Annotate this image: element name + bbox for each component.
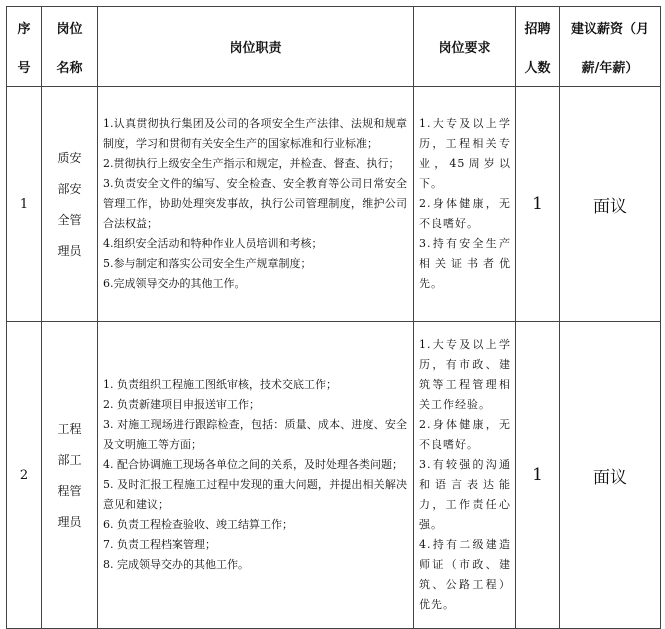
requirement-item: 1.大专及以上学历，工程相关专业，45周岁以下。 bbox=[419, 117, 511, 190]
position-line: 部安 bbox=[57, 182, 82, 196]
duty-item: 7. 负责工程档案管理； bbox=[103, 538, 216, 551]
header-position-line-1: 岗位 bbox=[56, 21, 83, 37]
duty-item: 1.认真贯彻执行集团及公司的各项安全生产法律、法规和规章制度，学习和贯彻有关安全生产的国家标准和行业标准； bbox=[103, 117, 407, 150]
header-requirements: 岗位要求 bbox=[414, 7, 516, 87]
row-requirements bbox=[414, 322, 516, 629]
requirement-item: 3.有较强的沟通和语言表达能力，工作责任心强。 bbox=[419, 458, 511, 531]
row-position bbox=[42, 322, 98, 629]
duty-item: 5. 及时汇报工程施工过程中发现的重大问题，并提出相关解决意见和建议； bbox=[103, 478, 407, 511]
table-header-row bbox=[7, 7, 661, 87]
requirement-item: 1.大专及以上学历，有市政、建筑等工程管理相关工作经验。 bbox=[419, 338, 511, 411]
row-headcount: 1 bbox=[516, 87, 560, 322]
duty-item: 2. 负责新建项目申报送审工作； bbox=[103, 398, 260, 411]
row-requirements bbox=[414, 87, 516, 322]
duty-item: 4. 配合协调施工现场各单位之间的关系，及时处理各类问题； bbox=[103, 458, 403, 471]
header-index-line-1: 序 bbox=[17, 21, 31, 37]
duty-item: 2.贯彻执行上级安全生产指示和规定，并检查、督查、执行； bbox=[103, 157, 400, 170]
header-salary-line-2: 薪/年薪） bbox=[581, 60, 639, 76]
requirement-item: 2.身体健康，无不良嗜好。 bbox=[419, 418, 511, 451]
row-index: 2 bbox=[7, 322, 42, 629]
row-salary: 面议 bbox=[560, 87, 661, 322]
header-salary-line-1: 建议薪资（月 bbox=[570, 21, 649, 37]
row-duties bbox=[98, 87, 414, 322]
duty-item: 8. 完成领导交办的其他工作。 bbox=[103, 558, 249, 571]
row-salary: 面议 bbox=[560, 322, 661, 629]
position-line: 工程 bbox=[57, 422, 82, 436]
header-index bbox=[7, 7, 42, 87]
duty-item: 6. 负责工程检查验收、竣工结算工作； bbox=[103, 518, 293, 531]
header-salary bbox=[560, 7, 661, 87]
table-row bbox=[7, 322, 661, 629]
row-index: 1 bbox=[7, 87, 42, 322]
header-position bbox=[42, 7, 98, 87]
table-row bbox=[7, 87, 661, 322]
header-headcount bbox=[516, 7, 560, 87]
position-line: 理员 bbox=[57, 244, 82, 258]
header-headcount-line-1: 招聘 bbox=[524, 21, 551, 37]
duty-item: 4.组织安全活动和特种作业人员培训和考核； bbox=[103, 237, 323, 250]
position-line: 程管 bbox=[57, 484, 82, 498]
duty-item: 6.完成领导交办的其他工作。 bbox=[103, 277, 246, 290]
header-headcount-line-2: 人数 bbox=[524, 60, 551, 76]
requirement-item: 3.持有安全生产相关证书者优先。 bbox=[419, 237, 511, 290]
job-table bbox=[6, 6, 661, 629]
duty-item: 1. 负责组织工程施工图纸审核，技术交底工作； bbox=[103, 378, 337, 391]
header-position-line-2: 名称 bbox=[56, 60, 83, 76]
duty-item: 3.负责安全文件的编写、安全检查、安全教育等公司日常安全管理工作，协助处理突发事故，执行公司管理制度，维护公司合法权益； bbox=[103, 177, 407, 230]
requirement-item: 4.持有二级建造师证（市政、建筑、公路工程）优先。 bbox=[419, 538, 511, 611]
duty-item: 5.参与制定和落实公司安全生产规章制度； bbox=[103, 257, 312, 270]
row-position bbox=[42, 87, 98, 322]
position-line: 质安 bbox=[57, 151, 82, 165]
header-duties: 岗位职责 bbox=[98, 7, 414, 87]
duty-item: 3. 对施工现场进行跟踪检查，包括：质量、成本、进度、安全及文明施工等方面； bbox=[103, 418, 407, 451]
position-line: 部工 bbox=[57, 453, 82, 467]
header-index-line-2: 号 bbox=[17, 60, 31, 76]
position-line: 理员 bbox=[57, 515, 82, 529]
row-headcount: 1 bbox=[516, 322, 560, 629]
position-line: 全管 bbox=[57, 213, 82, 227]
row-duties bbox=[98, 322, 414, 629]
requirement-item: 2.身体健康，无不良嗜好。 bbox=[419, 197, 511, 230]
